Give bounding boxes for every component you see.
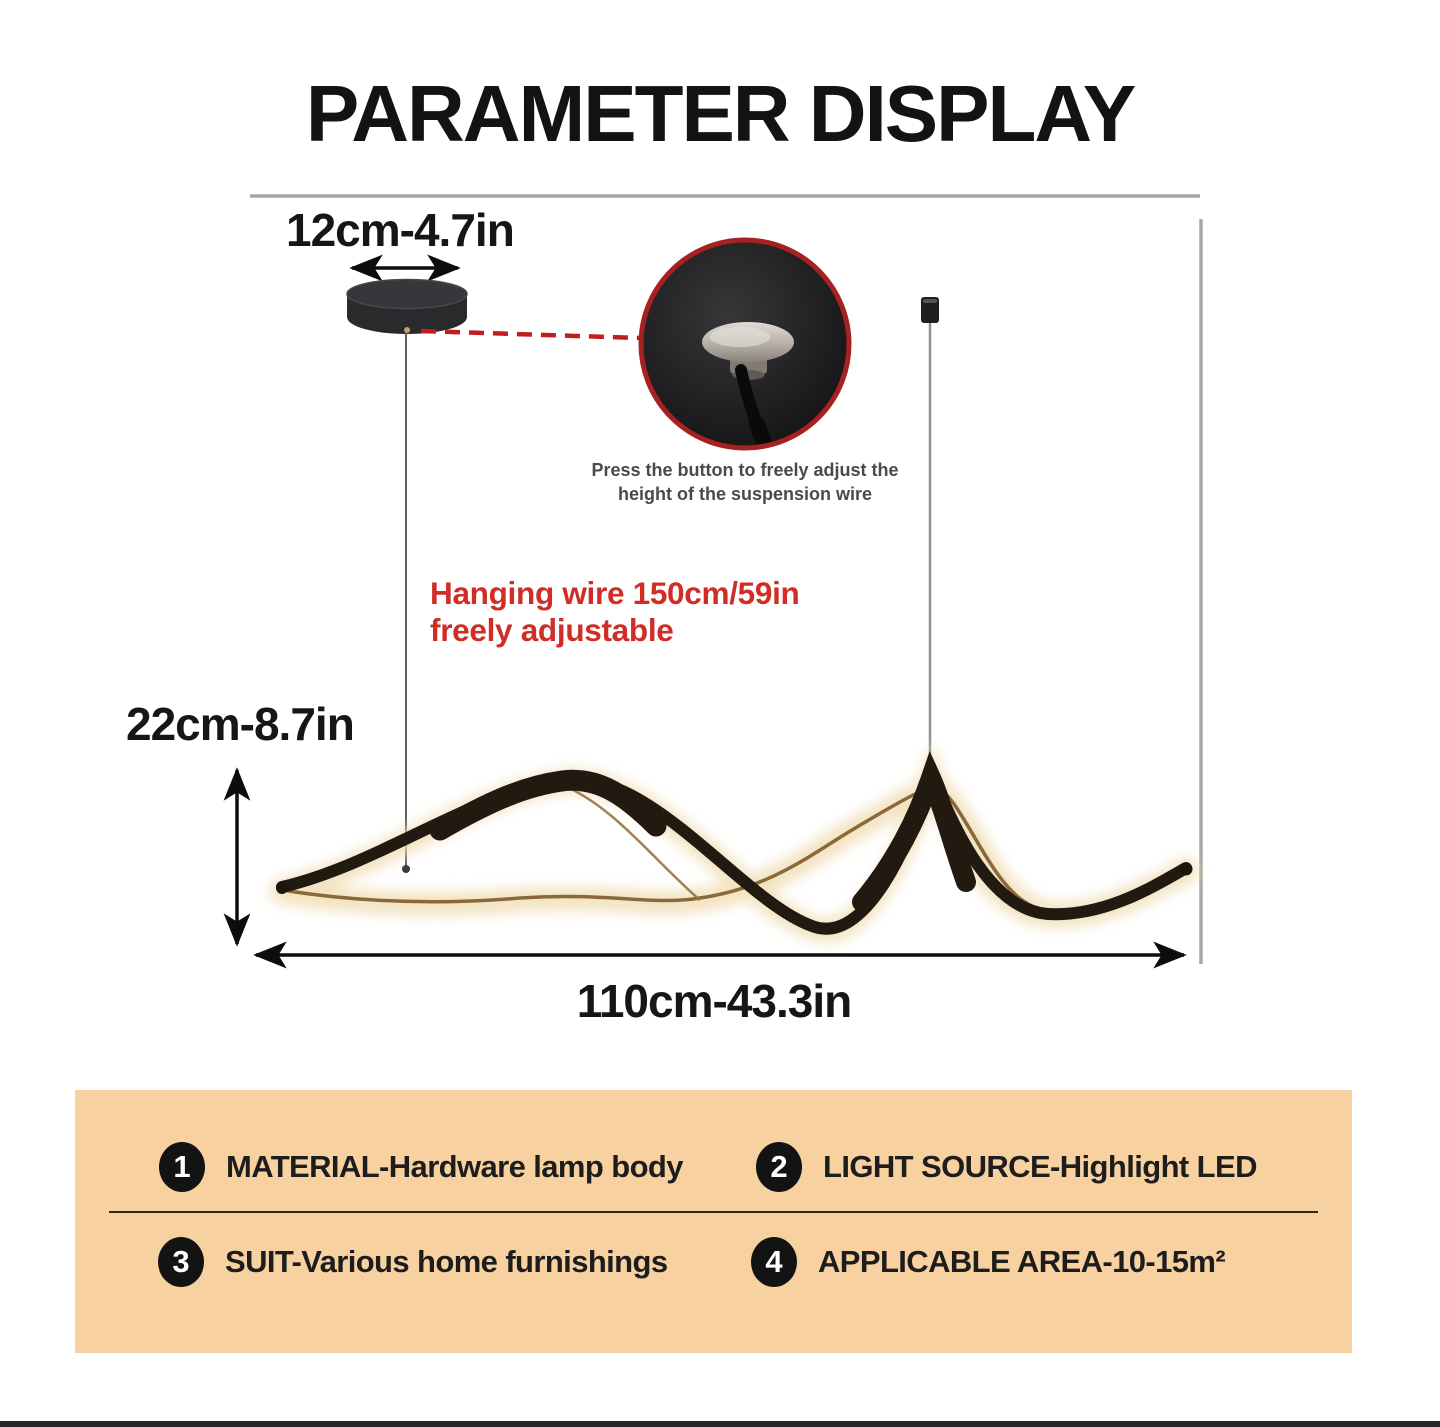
lamp-height-label: 22cm-8.7in bbox=[126, 698, 354, 750]
specs-panel bbox=[75, 1090, 1352, 1353]
hanging-wire-note-line1: Hanging wire 150cm/59in bbox=[430, 575, 800, 611]
red-dashed-pointer bbox=[421, 331, 640, 338]
spec-text-light-source: LIGHT SOURCE-Highlight LED bbox=[823, 1149, 1257, 1184]
spec-item-light-source bbox=[756, 1142, 1257, 1192]
press-button-note bbox=[545, 459, 945, 506]
spec-item-suit bbox=[158, 1237, 668, 1287]
spec-text-suit: SUIT-Various home furnishings bbox=[225, 1244, 668, 1279]
spec-badge-1: 1 bbox=[159, 1142, 205, 1192]
press-button-note-line2: height of the suspension wire bbox=[617, 483, 873, 504]
bottom-bar bbox=[0, 1421, 1440, 1427]
press-button-note-line1: Press the button to freely adjust the bbox=[591, 460, 899, 480]
ceiling-canopy bbox=[347, 280, 467, 335]
canopy-width-label: 12cm-4.7in bbox=[286, 204, 514, 256]
spec-item-applicable-area bbox=[751, 1237, 1225, 1287]
spec-badge-2: 2 bbox=[756, 1142, 802, 1192]
spec-badge-3: 3 bbox=[158, 1237, 204, 1287]
right-suspension-wire bbox=[921, 297, 939, 773]
spec-badge-4: 4 bbox=[751, 1237, 797, 1287]
spec-item-material bbox=[159, 1142, 683, 1192]
left-suspension-wire bbox=[402, 333, 410, 873]
page-title: PARAMETER DISPLAY bbox=[305, 69, 1135, 158]
hanging-wire-note bbox=[430, 575, 800, 649]
spec-text-applicable-area: APPLICABLE AREA-10-15m² bbox=[818, 1244, 1226, 1279]
lamp-length-label: 110cm-43.3in bbox=[576, 975, 852, 1027]
spec-text-material: MATERIAL-Hardware lamp body bbox=[226, 1149, 683, 1184]
pendant-lamp bbox=[276, 774, 1193, 931]
hanging-wire-note-line2: freely adjustable bbox=[430, 612, 674, 648]
spec-divider bbox=[109, 1211, 1318, 1213]
detail-circle bbox=[641, 240, 849, 460]
